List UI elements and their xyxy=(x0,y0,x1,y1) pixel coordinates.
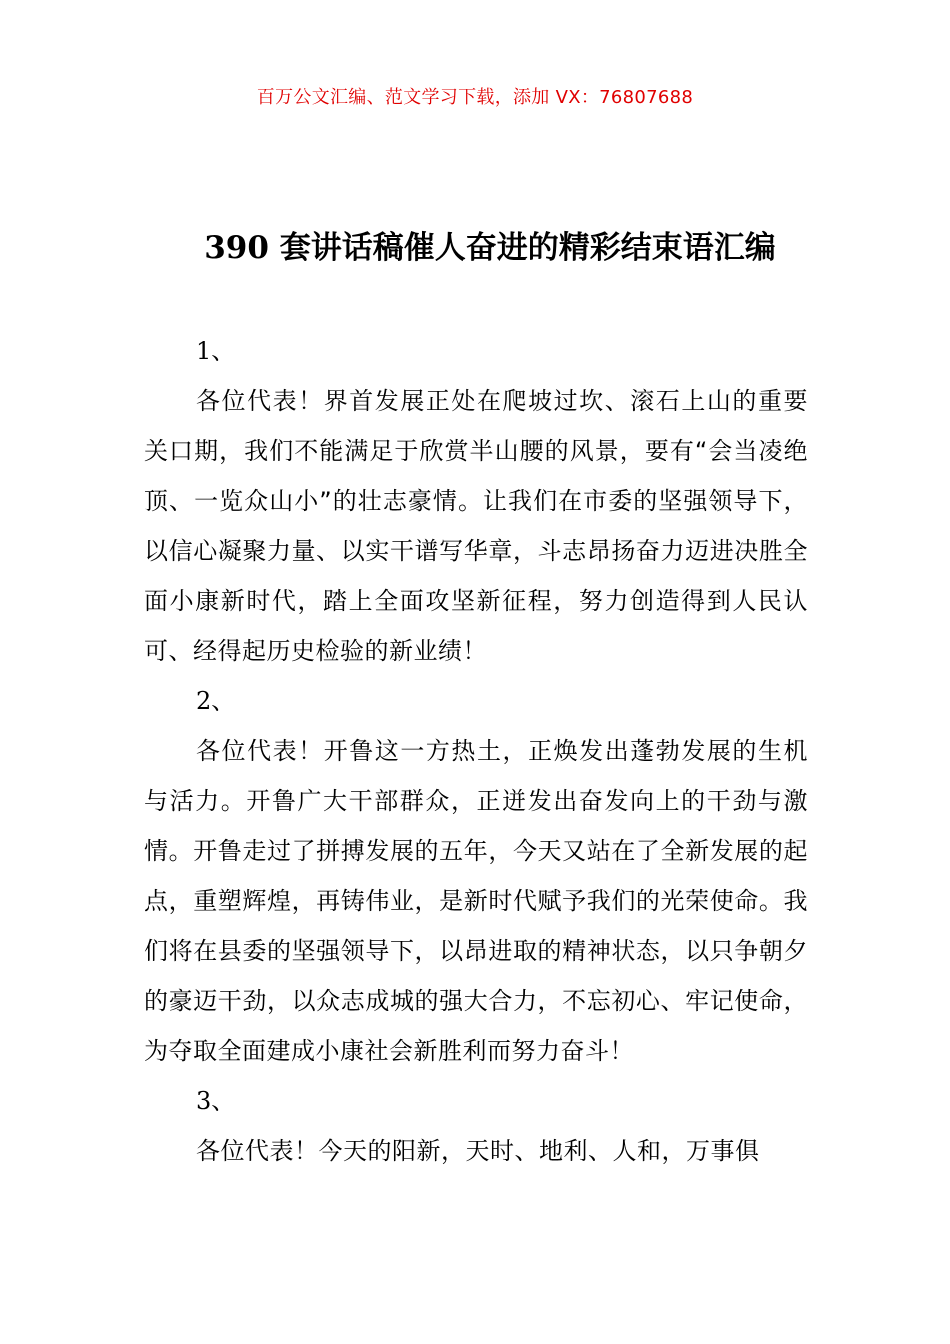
header-note: 百万公文汇编、范文学习下载，添加 VX：76807688 xyxy=(256,87,694,108)
document-body xyxy=(144,326,808,1176)
entry-number-1: 1、 xyxy=(196,337,236,365)
entry-paragraph-3: 各位代表！今天的阳新，天时、地利、人和，万事俱 xyxy=(196,1137,760,1165)
entry-number-2: 2、 xyxy=(196,687,236,715)
document-title: 390 套讲话稿催人奋进的精彩结束语汇编 xyxy=(204,230,776,266)
entry-paragraph-2: 各位代表！开鲁这一方热土，正焕发出蓬勃发展的生机与活力。开鲁广大干部群众，正迸发出奋发向上的干劲与激情。开鲁走过了拼搏发展的五年，今天又站在了全新发展的起点，重塑辉煌，再铸伟业，是新时代赋予我们的光荣使命。我们将在县委的坚强领导下，以昂进取的精神状态，以只争朝夕的豪迈干劲，以众志成城的强大合力，不忘初心、牢记使命，为夺取全面建成小康社会新胜利而努力奋斗！ xyxy=(144,737,808,1065)
entry-number-3: 3、 xyxy=(196,1087,236,1115)
entry-paragraph-1: 各位代表！界首发展正处在爬坡过坎、滚石上山的重要关口期，我们不能满足于欣赏半山腰的风景，要有“会当凌绝顶、一览众山小”的壮志豪情。让我们在市委的坚强领导下，以信心凝聚力量、以实干谱写华章，斗志昂扬奋力迈进决胜全面小康新时代，踏上全面攻坚新征程，努力创造得到人民认可、经得起历史检验的新业绩！ xyxy=(144,387,808,665)
